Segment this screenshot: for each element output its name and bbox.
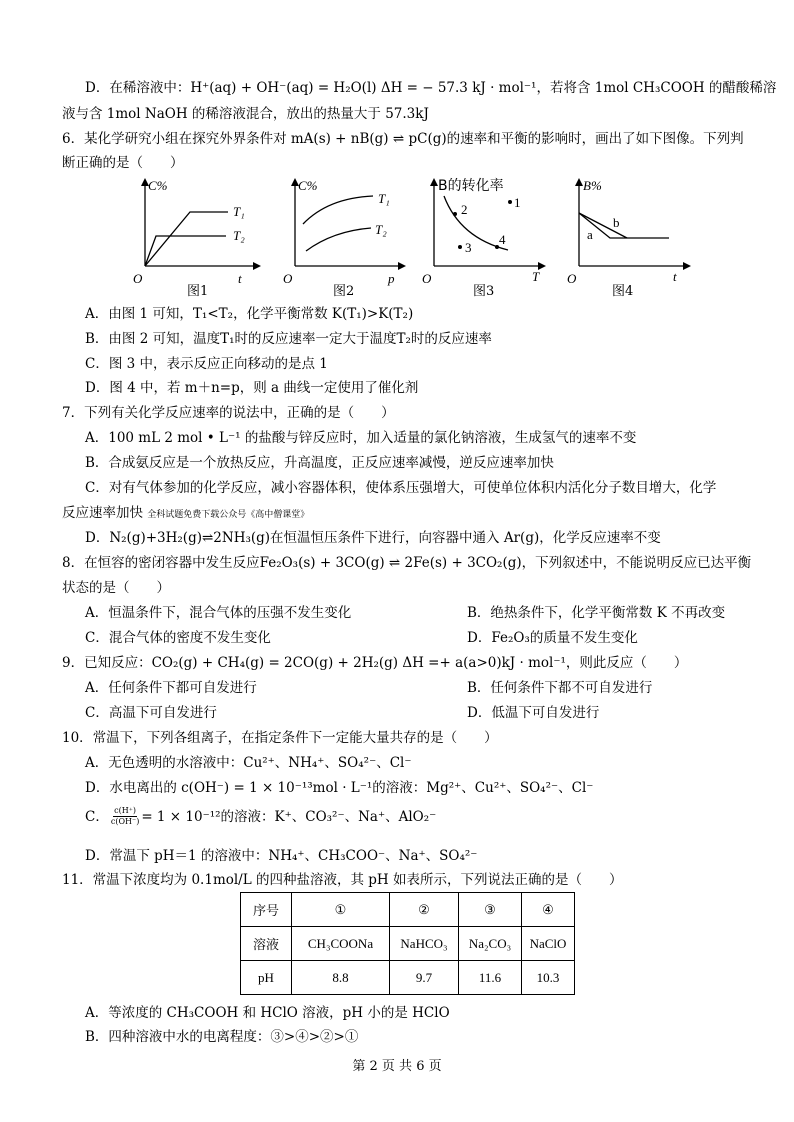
fig3-origin: O bbox=[422, 271, 432, 286]
table-cell: NaClO bbox=[522, 927, 575, 961]
fig2-series-t2: T₂ bbox=[375, 222, 387, 237]
table-cell: CH₃COONa bbox=[292, 927, 390, 961]
q11-stem: 11．常温下浓度均为 0.1mol/L 的四种盐溶液，其 pH 如表所示，下列说法正确的是（ ） bbox=[62, 872, 623, 888]
q10-option-d: D．常温下 pH＝1 的溶液中：NH₄⁺、CH₃COO⁻、Na⁺、SO₄²⁻ bbox=[85, 848, 478, 864]
page-footer: 第 2 页 共 6 页 bbox=[352, 1059, 442, 1074]
q10-option-c-prefix: C． bbox=[85, 808, 109, 825]
fig4-series-b: b bbox=[613, 215, 620, 230]
fig3-point-4: 4 bbox=[499, 232, 506, 247]
prev-option-d-line2: 液与含 1mol NaOH 的稀溶液混合，放出的热量大于 57.3kJ bbox=[62, 106, 429, 122]
table-cell: 9.7 bbox=[390, 961, 459, 995]
table-cell: 11.6 bbox=[459, 961, 522, 995]
table-cell: 8.8 bbox=[292, 961, 390, 995]
q7-option-a: A．100 mL 2 mol • L⁻¹ 的盐酸与锌反应时，加入适量的氯化钠溶液，生成氢气的速率不变 bbox=[85, 430, 637, 446]
table-cell: ③ bbox=[459, 893, 522, 927]
table-cell: pH bbox=[241, 961, 292, 995]
fig1-series-t1: T₁ bbox=[233, 204, 245, 219]
table-cell: 10.3 bbox=[522, 961, 575, 995]
prev-option-d-line1: D．在稀溶液中：H⁺(aq) + OH⁻(aq) = H₂O(l) ΔH = − 57.3 kJ · mol⁻¹，若将含 1mol CH₃COOH 的醋酸稀溶 bbox=[85, 80, 777, 96]
table-cell: 序号 bbox=[241, 893, 292, 927]
fig4-series-a: a bbox=[587, 227, 593, 242]
q11-option-b: B．四种溶液中水的电离程度：③>④>②>① bbox=[85, 1029, 359, 1045]
table-cell: Na₂CO₃ bbox=[459, 927, 522, 961]
fig3-point-2: 2 bbox=[461, 202, 468, 217]
table-row bbox=[241, 893, 575, 927]
q10-option-b: D．水电离出的 c(OH⁻) = 1 × 10⁻¹³mol · L⁻¹的溶液：Mg²⁺、Cu²⁺、SO₄²⁻、Cl⁻ bbox=[85, 780, 594, 796]
q9-option-b: B．任何条件下都不可自发进行 bbox=[467, 680, 653, 696]
table-cell: ② bbox=[390, 893, 459, 927]
fig1-ylabel: C% bbox=[148, 178, 168, 193]
q8-option-c: C．混合气体的密度不发生变化 bbox=[85, 630, 271, 646]
ph-table bbox=[240, 892, 575, 995]
fig4-xlabel: t bbox=[673, 269, 677, 284]
q9-option-a: A．任何条件下都可自发进行 bbox=[85, 680, 257, 696]
table-cell: ④ bbox=[522, 893, 575, 927]
fig2-series-t1: T₁ bbox=[378, 191, 390, 206]
q10-option-c-denominator: c(OH⁻) bbox=[110, 817, 140, 826]
q10-option-a: A．无色透明的水溶液中：Cu²⁺、NH₄⁺、SO₄²⁻、Cl⁻ bbox=[85, 755, 412, 771]
q6-option-d: D．图 4 中，若 m＋n=p，则 a 曲线一定使用了催化剂 bbox=[85, 380, 419, 396]
q6-option-b: B．由图 2 可知，温度T₁时的反应速率一定大于温度T₂时的反应速率 bbox=[85, 331, 492, 347]
q8-stem-line1: 8．在恒容的密闭容器中发生反应Fe₂O₃(s) + 3CO(g) ⇌ 2Fe(s) + 3CO₂(g)，下列叙述中，不能说明反应已达平衡 bbox=[62, 555, 752, 571]
fig3-point-1: 1 bbox=[514, 195, 521, 210]
table-cell: ① bbox=[292, 893, 390, 927]
q6-option-c: C．图 3 中，表示反应正向移动的是点 1 bbox=[85, 356, 328, 372]
figure-4 bbox=[565, 176, 705, 300]
fig1-caption: 图1 bbox=[187, 284, 209, 299]
fig1-origin: O bbox=[133, 271, 143, 286]
fig3-xlabel: T bbox=[532, 269, 540, 284]
fig4-origin: O bbox=[567, 271, 577, 286]
fig1-series-t2: T₂ bbox=[233, 228, 245, 243]
q8-option-a: A．恒温条件下，混合气体的压强不发生变化 bbox=[85, 605, 352, 621]
q6-stem-line1: 6．某化学研究小组在探究外界条件对 mA(s) + nB(g) ⇌ pC(g)的速率和平衡的影响时，画出了如下图像。下列判 bbox=[62, 131, 744, 147]
fig3-point-3: 3 bbox=[465, 240, 472, 255]
q7-stem: 7．下列有关化学反应速率的说法中，正确的是（ ） bbox=[62, 405, 395, 421]
fig3-caption: 图3 bbox=[473, 284, 495, 299]
table-row bbox=[241, 927, 575, 961]
q7-option-c-line2 bbox=[62, 503, 309, 525]
fig4-caption: 图4 bbox=[612, 284, 634, 299]
q8-option-b: B．绝热条件下，化学平衡常数 K 不再改变 bbox=[467, 605, 726, 621]
fig1-xlabel: t bbox=[238, 271, 242, 286]
fig2-xlabel: p bbox=[388, 271, 395, 286]
q6-stem-line2: 断正确的是（ ） bbox=[62, 155, 184, 171]
q8-option-d: D．Fe₂O₃的质量不发生变化 bbox=[467, 630, 638, 646]
table-cell: 溶液 bbox=[241, 927, 292, 961]
q10-option-c-fraction bbox=[111, 806, 139, 827]
q8-stem-line2: 状态的是（ ） bbox=[62, 580, 170, 596]
fig2-origin: O bbox=[283, 271, 293, 286]
fig4-ylabel: B% bbox=[583, 178, 602, 193]
q9-option-c: C．高温下可自发进行 bbox=[85, 705, 217, 721]
q10-option-c-numerator: c(H⁺) bbox=[114, 806, 137, 815]
q10-stem: 10．常温下，下列各组离子，在指定条件下一定能大量共存的是（ ） bbox=[62, 730, 498, 746]
q9-option-d: D．低温下可自发进行 bbox=[467, 705, 600, 721]
q7-option-b: B．合成氨反应是一个放热反应，升高温度，正反应速率减慢，逆反应速率加快 bbox=[85, 455, 554, 471]
fig2-ylabel: C% bbox=[298, 178, 318, 193]
fig2-caption: 图2 bbox=[333, 284, 355, 299]
q6-option-a: A．由图 1 可知，T₁<T₂，化学平衡常数 K(T₁)>K(T₂) bbox=[85, 306, 414, 322]
q11-option-a: A．等浓度的 CH₃COOH 和 HClO 溶液，pH 小的是 HClO bbox=[85, 1005, 450, 1021]
q7-option-d: D．N₂(g)+3H₂(g)⇌2NH₃(g)在恒温恒压条件下进行，向容器中通入 Ar(g)，化学反应速率不变 bbox=[85, 530, 661, 546]
q10-option-c-rest: = 1 × 10⁻¹²的溶液：K⁺、CO₃²⁻、Na⁺、AlO₂⁻ bbox=[141, 808, 437, 825]
q9-stem: 9．已知反应：CO₂(g) + CH₄(g) = 2CO(g) + 2H₂(g) ΔH =+ a(a>0)kJ · mol⁻¹，则此反应（ ） bbox=[62, 655, 688, 671]
table-row bbox=[241, 961, 575, 995]
q7-option-c-line1: C．对有气体参加的化学反应，减小容器体积，使体系压强增大，可使单位体积内活化分子数目增大，化学 bbox=[85, 480, 717, 496]
watermark-note: 全科试题免费下载公众号《高中僧课堂》 bbox=[147, 510, 310, 520]
q7-option-c-text: 反应速率加快 bbox=[62, 505, 143, 521]
table-cell: NaHCO₃ bbox=[390, 927, 459, 961]
q10-option-c bbox=[85, 806, 436, 827]
fig3-ylabel: B的转化率 bbox=[438, 178, 504, 194]
